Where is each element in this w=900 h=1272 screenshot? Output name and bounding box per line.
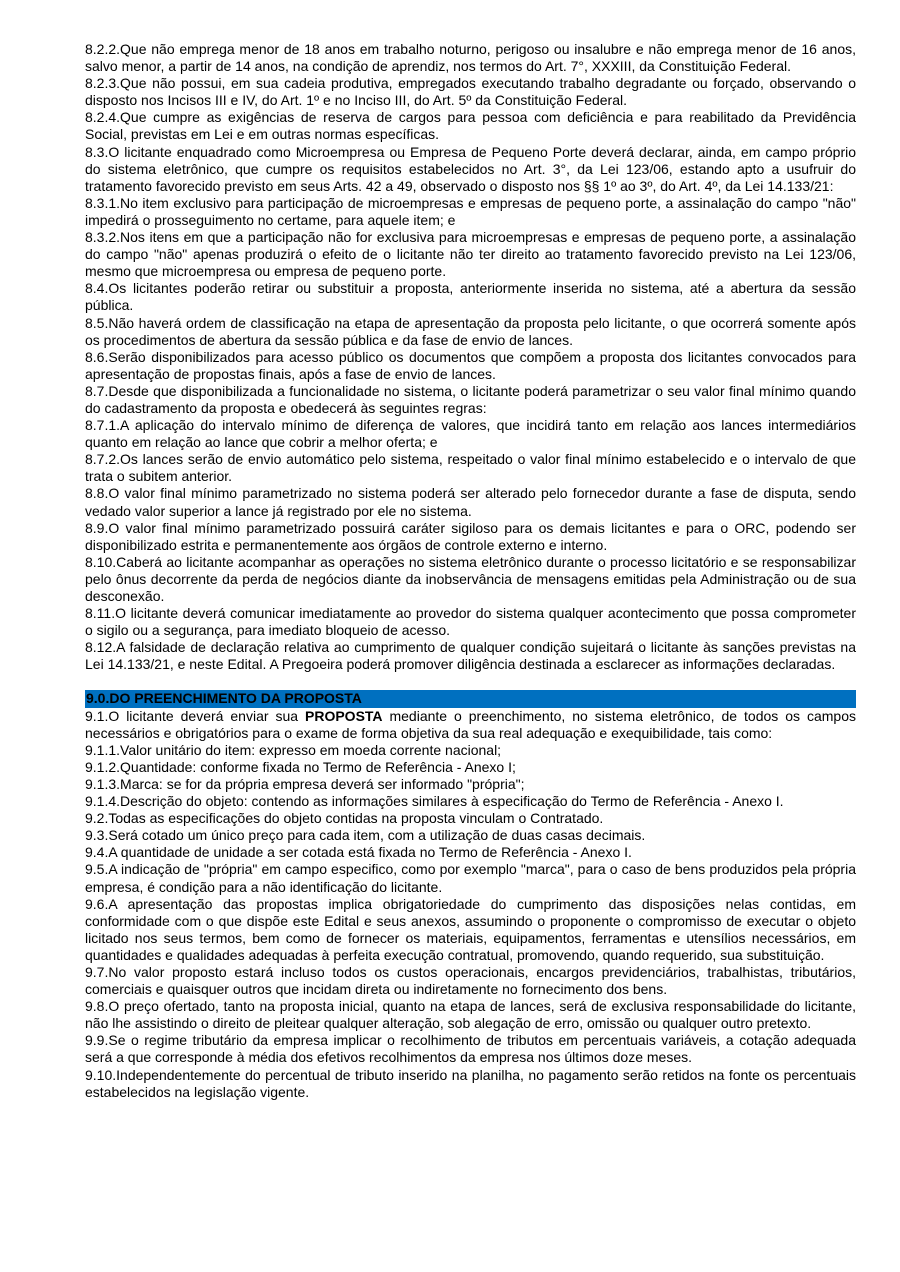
- clause-8-7: 8.7.Desde que disponibilizada a funcionalidade no sistema, o licitante poderá parametrizar o seu valor final mínimo quando do cadastramento da proposta e obedecerá às seguintes regras:: [85, 382, 856, 416]
- clause-9-7: 9.7.No valor proposto estará incluso todos os custos operacionais, encargos previdenciários, trabalhistas, tributários, comerciais e quaisquer outros que incidam direta ou indiretamente no fornecimento dos bens.: [85, 963, 856, 998]
- clause-8-12: 8.12.A falsidade de declaração relativa ao cumprimento de qualquer condição sujeitará o licitante às sanções previstas na Lei 14.133/21, e neste Edital. A Pregoeira poderá promover diligência destinada a esclarecer as informações declaradas.: [85, 639, 856, 673]
- clause-9-1-3: 9.1.3.Marca: se for da própria empresa deverá ser informado "própria";: [85, 775, 525, 792]
- clause-9-1-2: 9.1.2.Quantidade: conforme fixada no Termo de Referência - Anexo I;: [85, 758, 516, 775]
- section-spacer: [85, 673, 856, 690]
- clause-8-7-1: 8.7.1.A aplicação do intervalo mínimo de diferença de valores, que incidirá tanto em relação aos lances intermediários quanto em relação ao lance que cobrir a melhor oferta; e: [85, 417, 856, 451]
- clause-9-2: 9.2.Todas as especificações do objeto contidas na proposta vinculam o Contratado.: [85, 810, 604, 827]
- clause-9-1: [85, 708, 856, 742]
- clause-8-4: 8.4.Os licitantes poderão retirar ou substituir a proposta, anteriormente inserida no sistema, até a abertura da sessão pública.: [85, 280, 856, 314]
- clause-9-1-bold: PROPOSTA: [305, 707, 383, 724]
- clause-8-3: 8.3.O licitante enquadrado como Microempresa ou Empresa de Pequeno Porte deverá declarar, ainda, em campo próprio do sistema eletrônico, que cumpre os requisitos estabelecidos no Art. 3°, da Lei 123/06, estando apto a usufruir do tratamento favorecido previsto em seus Arts. 42 a 49, observado o disposto nos §§ 1º ao 3º, do Art. 4º, da Lei 14.133/21:: [85, 143, 856, 194]
- clause-8-7-2: 8.7.2.Os lances serão de envio automático pelo sistema, respeitado o valor final mínimo estabelecido e o intervalo de que trata o subitem anterior.: [85, 451, 856, 485]
- clause-9-8: 9.8.O preço ofertado, tanto na proposta inicial, quanto na etapa de lances, será de exclusiva responsabilidade do licitante, não lhe assistindo o direito de pleitear qualquer alteração, sob alegação de erro, omissão ou qualquer outro pretexto.: [85, 998, 856, 1032]
- clause-9-1-lead: 9.1.O licitante deverá enviar sua: [85, 707, 305, 724]
- clause-8-8: 8.8.O valor final mínimo parametrizado no sistema poderá ser alterado pelo fornecedor durante a fase de disputa, sendo vedado valor superior a lance já registrado por ele no sistema.: [85, 485, 856, 519]
- clause-9-3: 9.3.Será cotado um único preço para cada item, com a utilização de duas casas decimais.: [85, 827, 646, 844]
- clause-8-6: 8.6.Serão disponibilizados para acesso público os documentos que compõem a proposta dos licitantes convocados para apresentação de propostas finais, após a fase de envio de lances.: [85, 348, 856, 382]
- clause-9-10: 9.10.Independentemente do percentual de tributo inserido na planilha, no pagamento serão retidos na fonte os percentuais estabelecidos na legislação vigente.: [85, 1066, 856, 1100]
- clause-9-4: 9.4.A quantidade de unidade a ser cotada está fixada no Termo de Referência - Anexo I.: [85, 844, 632, 861]
- clause-8-2-4: 8.2.4.Que cumpre as exigências de reserva de cargos para pessoa com deficiência e para reabilitado da Previdência Social, previstas em Lei e em outras normas específicas.: [85, 109, 856, 143]
- clause-8-3-1: 8.3.1.No item exclusivo para participação de microempresas e empresas de pequeno porte, a assinalação do campo "não" impedirá o prosseguimento no certame, para aquele item; e: [85, 194, 856, 228]
- clause-8-2-2: 8.2.2.Que não emprega menor de 18 anos em trabalho noturno, perigoso ou insalubre e não emprega menor de 16 anos, salvo menor, a partir de 14 anos, na condição de aprendiz, nos termos do Art. 7°, XXXIII, da Constituição Federal.: [85, 41, 856, 75]
- clause-9-5: 9.5.A indicação de "própria" em campo especifico, como por exemplo "marca", para o caso de bens produzidos pela própria empresa, é condição para a não identificação do licitante.: [85, 861, 856, 895]
- clause-9-1-1: 9.1.1.Valor unitário do item: expresso em moeda corrente nacional;: [85, 741, 502, 758]
- clause-9-6: 9.6.A apresentação das propostas implica obrigatoriedade do cumprimento das disposições nelas contidas, em conformidade com o que dispõe este Edital e seus anexos, assumindo o proponente o compromisso de executar o objeto licitado nos seus termos, bem como de fornecer os materiais, equipamentos, ferramentas e utensílios necessários, em quantidades e qualidades adequadas à perfeita execução contratual, promovendo, quando requerido, sua substituição.: [85, 895, 856, 963]
- clause-9-9: 9.9.Se o regime tributário da empresa implicar o recolhimento de tributos em percentuais variáveis, a cotação adequada será a que corresponde à média dos efetivos recolhimentos da empresa nos últimos doze meses.: [85, 1032, 856, 1066]
- clause-8-9: 8.9.O valor final mínimo parametrizado possuirá caráter sigiloso para os demais licitantes e para o ORC, podendo ser disponibilizado estrita e permanentemente aos órgãos de controle externo e interno.: [85, 519, 856, 553]
- clause-8-10: 8.10.Caberá ao licitante acompanhar as operações no sistema eletrônico durante o processo licitatório e se responsabilizar pelo ônus decorrente da perda de negócios diante da inobservância de mensagens emitidas pela Administração ou de sua desconexão.: [85, 553, 856, 604]
- clause-8-5: 8.5.Não haverá ordem de classificação na etapa de apresentação da proposta pelo licitante, o que ocorrerá somente após os procedimentos de abertura da sessão pública e da fase de envio de lances.: [85, 314, 856, 348]
- section-heading-9: 9.0.DO PREENCHIMENTO DA PROPOSTA: [85, 690, 856, 707]
- clause-8-11: 8.11.O licitante deverá comunicar imediatamente ao provedor do sistema qualquer acontecimento que possa comprometer o sigilo ou a segurança, para imediato bloqueio de acesso.: [85, 605, 856, 639]
- clause-8-2-3: 8.2.3.Que não possui, em sua cadeia produtiva, empregados executando trabalho degradante ou forçado, observando o disposto nos Incisos III e IV, do Art. 1º e no Inciso III, do Art. 5º da Constituição Federal.: [85, 75, 856, 109]
- clause-8-3-2: 8.3.2.Nos itens em que a participação não for exclusiva para microempresas e empresas de pequeno porte, a assinalação do campo "não" apenas produzirá o efeito de o licitante não ter direito ao tratamento favorecido previsto na Lei 123/06, mesmo que microempresa ou empresa de pequeno porte.: [85, 229, 856, 280]
- clause-9-1-rest: mediante o preenchimento, no sistema eletrônico, de todos os campos necessários e obrigatórios para o exame de forma objetiva da sua real adequação e exequibilidade, tais como:: [85, 707, 856, 741]
- clause-9-1-4: 9.1.4.Descrição do objeto: contendo as informações similares à especificação do Termo de Referência - Anexo I.: [85, 793, 784, 810]
